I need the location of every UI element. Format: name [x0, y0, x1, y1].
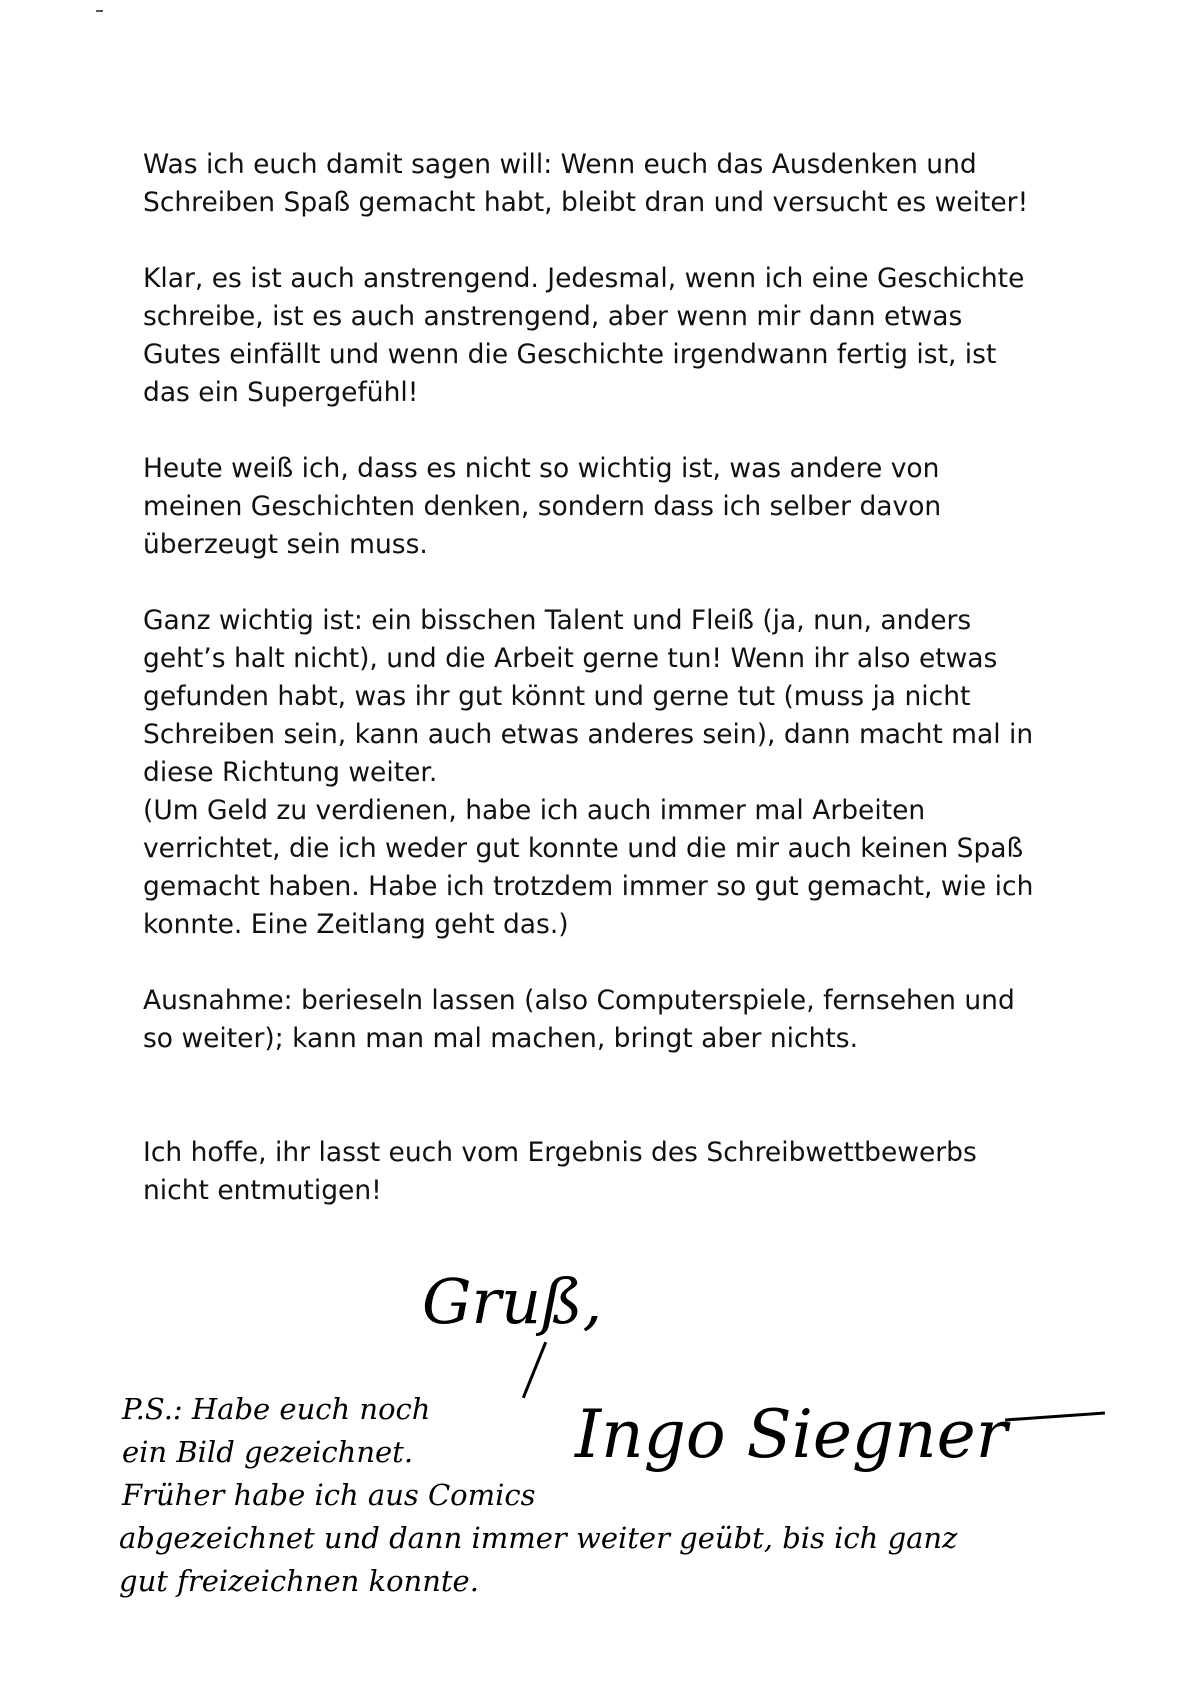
text-line: Gutes einfällt und wenn die Geschichte irgendwann fertig ist, ist [143, 339, 997, 370]
text-line: Ganz wichtig ist: ein bisschen Talent und Fleiß (ja, nun, anders [143, 605, 972, 636]
scan-mark [96, 10, 103, 12]
text-line: meinen Geschichten denken, sondern dass ich selber davon [143, 491, 942, 522]
ps-line: P.S.: Habe euch noch [122, 1392, 431, 1426]
text-line: nicht entmutigen! [143, 1175, 382, 1206]
handwritten-greeting: Gruß, [422, 1265, 603, 1338]
paragraph-4 [143, 602, 1103, 944]
ps-line: gut freizeichnen konnte. [119, 1564, 479, 1598]
text-line: diese Richtung weiter. [143, 757, 438, 788]
text-line: konnte. Eine Zeitlang geht das.) [143, 909, 569, 940]
handwritten-signature: Ingo Siegner [575, 1396, 1008, 1473]
ps-line: abgezeichnet und dann immer weiter geübt, bis ich ganz [119, 1521, 958, 1555]
text-line: gefunden habt, was ihr gut könnt und gerne tut (muss ja nicht [143, 681, 971, 712]
paragraph-3 [143, 450, 1103, 564]
text-line: schreibe, ist es auch anstrengend, aber wenn mir dann etwas [143, 301, 963, 332]
signature-underline [1005, 1412, 1105, 1422]
text-line: Ich hoffe, ihr lasst euch vom Ergebnis des Schreibwettbewerbs [143, 1137, 977, 1168]
text-line: Was ich euch damit sagen will: Wenn euch das Ausdenken und [143, 149, 977, 180]
paragraph-1 [143, 146, 1103, 222]
paragraph-6 [143, 1134, 1103, 1210]
text-line: überzeugt sein muss. [143, 529, 428, 560]
letter-body [143, 146, 1103, 1248]
text-line: Schreiben sein, kann auch etwas anderes sein), dann macht mal in [143, 719, 1034, 750]
text-line: Klar, es ist auch anstrengend. Jedesmal, wenn ich eine Geschichte [143, 263, 1025, 294]
text-line: geht’s halt nicht), und die Arbeit gerne tun! Wenn ihr also etwas [143, 643, 998, 674]
text-line: Ausnahme: berieseln lassen (also Computerspiele, fernsehen und [143, 985, 1015, 1016]
text-line: Heute weiß ich, dass es nicht so wichtig ist, was andere von [143, 453, 940, 484]
ps-line: Früher habe ich aus Comics [122, 1478, 536, 1512]
text-line: Schreiben Spaß gemacht habt, bleibt dran und versucht es weiter! [143, 187, 1029, 218]
text-line: verrichtet, die ich weder gut konnte und die mir auch keinen Spaß [143, 833, 1024, 864]
text-line: (Um Geld zu verdienen, habe ich auch immer mal Arbeiten [143, 795, 926, 826]
paragraph-5 [143, 982, 1103, 1058]
text-line: das ein Supergefühl! [143, 377, 419, 408]
ps-line: ein Bild gezeichnet. [122, 1435, 414, 1469]
text-line: so weiter); kann man mal machen, bringt aber nichts. [143, 1023, 859, 1054]
paragraph-2 [143, 260, 1103, 412]
text-line: gemacht haben. Habe ich trotzdem immer so gut gemacht, wie ich [143, 871, 1034, 902]
handwritten-postscript [119, 1388, 958, 1603]
spacer [143, 1096, 1103, 1134]
